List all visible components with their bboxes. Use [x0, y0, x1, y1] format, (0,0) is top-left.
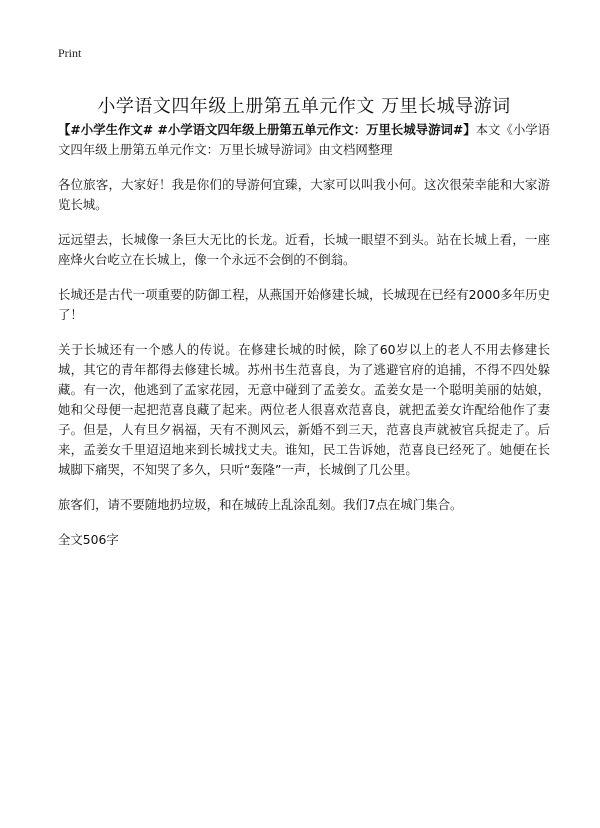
- document-body: [58, 120, 550, 565]
- paragraph-legend: 关于长城还有一个感人的传说。在修建长城的时候，除了60岁以上的老人不用去修建长城，其它的青年都得去修建长城。苏州书生范喜良，为了逃避官府的追捕，不得不四处躲藏。有一次，他逃到了孟家花园，无意中碰到了孟姜女。孟姜女是一个聪明美丽的姑娘，她和父母便一起把范喜良藏了起来。两位老人很喜欢范喜良，就把孟姜女许配给他作了妻子。但是，人有旦夕祸福，天有不测风云，新婚不到三天，范喜良声就被官兵捉走了。后来，孟姜女千里迢迢地来到长城找丈夫。谁知，民工告诉她，范喜良已经死了。她便在长城脚下痛哭，不知哭了多久，只听“轰隆”一声，长城倒了几公里。: [58, 342, 550, 477]
- print-label: Print: [58, 46, 82, 60]
- word-count: 全文506字: [58, 532, 119, 547]
- paragraph-closing: 旅客们，请不要随地扔垃圾，和在城砖上乱涂乱刻。我们7点在城门集合。: [58, 497, 463, 512]
- intro-paragraph: [58, 120, 550, 160]
- paragraph-history: 长城还是古代一项重要的防御工程，从燕国开始修建长城，长城现在已经有2000多年历史了！: [58, 287, 550, 322]
- paragraph-view: 远远望去，长城像一条巨大无比的长龙。近看，长城一眼望不到头。站在长城上看，一座座烽火台屹立在长城上，像一个永远不会倒的不倒翁。: [58, 232, 550, 267]
- paragraph-greeting: 各位旅客，大家好！我是你们的导游何宜臻，大家可以叫我小何。这次很荣幸能和大家游览长城。: [58, 177, 550, 212]
- intro-tags: 【#小学生作文# #小学语文四年级上册第五单元作文：万里长城导游词#】: [58, 122, 476, 137]
- intro-text: 本文《小学语文四年级上册第五单元作文：万里长城导游词》由文档网整理: [58, 122, 551, 157]
- page-title: 小学语文四年级上册第五单元作文 万里长城导游词: [97, 96, 511, 118]
